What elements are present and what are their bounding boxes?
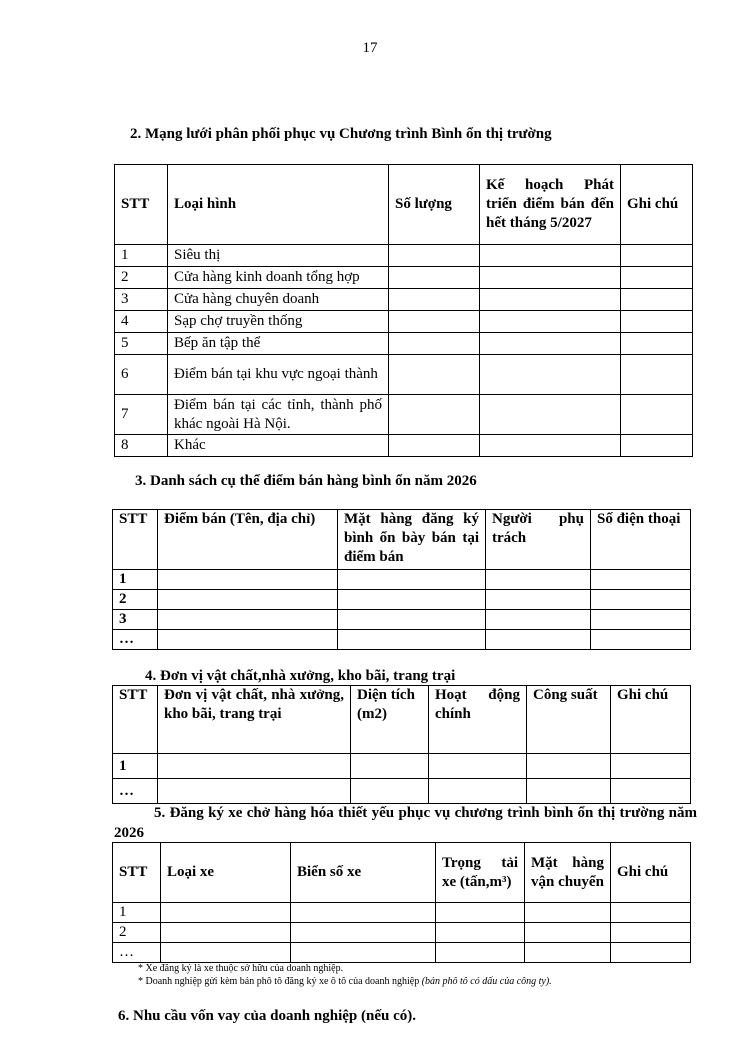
header-trong-tai: Trọng tải xe (tấn,m³) [436,843,525,903]
row-stt: 6 [115,355,168,395]
row-stt: 4 [115,311,168,333]
row-stt: 2 [113,590,158,610]
header-mat-hang: Mặt hàng đăng ký bình ổn bày bán tại điểm bán [338,510,486,570]
table-row [115,311,693,333]
row-type: Cửa hàng kinh doanh tổng hợp [168,267,389,289]
header-dien-tich: Diện tích (m2) [351,686,429,754]
header-ke-hoach: Kế hoạch Phát triển điểm bán đến hết tháng 5/2027 [480,165,621,245]
row-stt: 5 [115,333,168,355]
table-row [115,267,693,289]
table-row [115,245,693,267]
table-header-row [115,165,693,245]
row-stt: 1 [113,754,158,779]
table-row [113,590,691,610]
vehicle-note-2-main: * Doanh nghiệp gửi kèm bản phô tô đăng ký xe ô tô của doanh nghiệp [138,976,420,987]
table-row [115,333,693,355]
section-6-heading: 6. Nhu cầu vốn vay của doanh nghiệp (nếu có). [118,1008,416,1024]
row-stt: 2 [115,267,168,289]
table-row [113,630,691,650]
header-mat-hang-van-chuyen: Mặt hàng vận chuyển [525,843,611,903]
row-type: Siêu thị [168,245,389,267]
header-so-luong: Số lượng [389,165,480,245]
header-ghi-chu: Ghi chú [611,686,691,754]
vehicle-note-2-italic: (bản phô tô có dấu của công ty). [421,976,552,987]
table-row [115,355,693,395]
table-row [113,779,691,804]
vehicle-note-2 [138,975,552,988]
row-type: Sạp chợ truyền thống [168,311,389,333]
page-number: 17 [362,40,378,56]
header-ghi-chu: Ghi chú [621,165,693,245]
table-row [113,570,691,590]
table-row [115,289,693,311]
facilities-table [112,685,691,804]
row-type: Khác [168,435,389,457]
section-5-heading: 5. Đăng ký xe chở hàng hóa thiết yếu phục vụ chương trình bình ổn thị trường năm 2026 [114,805,697,841]
header-stt: STT [115,165,168,245]
distribution-network-table [114,164,693,457]
header-stt: STT [113,686,158,754]
row-type: Bếp ăn tập thể [168,333,389,355]
row-stt: 2 [113,923,161,943]
row-type: Điểm bán tại khu vực ngoại thành [168,355,389,395]
row-stt: … [113,943,161,963]
row-stt: 1 [113,570,158,590]
section-2-heading: 2. Mạng lưới phân phối phục vụ Chương trình Bình ổn thị trường [130,126,552,142]
table-row [115,435,693,457]
header-ghi-chu: Ghi chú [611,843,691,903]
row-stt: 3 [115,289,168,311]
table-row [113,923,691,943]
header-don-vi: Đơn vị vật chất, nhà xưởng, kho bãi, trang trại [158,686,351,754]
header-so-dien-thoai: Số điện thoại [591,510,691,570]
header-stt: STT [113,843,161,903]
header-nguoi-phu-trach: Người phụ trách [486,510,591,570]
vehicle-note-1: * Xe đăng ký là xe thuộc sở hữu của doanh nghiệp. [138,963,344,974]
header-cong-suat: Công suất [527,686,611,754]
row-stt: 1 [115,245,168,267]
table-header-row [113,843,691,903]
row-type: Điểm bán tại các tỉnh, thành phố khác ngoài Hà Nội. [168,395,389,435]
header-loai-hinh: Loại hình [168,165,389,245]
row-stt: 1 [113,903,161,923]
table-row [113,903,691,923]
vehicle-registration-table [112,842,691,963]
table-header-row [113,686,691,754]
row-stt: 8 [115,435,168,457]
row-stt: … [113,630,158,650]
header-stt: STT [113,510,158,570]
section-3-heading: 3. Danh sách cụ thể điểm bán hàng bình ổn năm 2026 [135,473,477,489]
table-row [115,395,693,435]
header-hoat-dong: Hoạt động chính [429,686,527,754]
header-bien-so: Biển số xe [291,843,436,903]
table-header-row [113,510,691,570]
table-row [113,610,691,630]
sales-points-table [112,509,691,650]
row-stt: 3 [113,610,158,630]
row-stt: … [113,779,158,804]
row-stt: 7 [115,395,168,435]
table-row [113,754,691,779]
header-loai-xe: Loại xe [161,843,291,903]
row-type: Cửa hàng chuyên doanh [168,289,389,311]
table-row [113,943,691,963]
section-4-heading: 4. Đơn vị vật chất,nhà xưởng, kho bãi, trang trại [145,668,456,684]
header-diem-ban: Điểm bán (Tên, địa chỉ) [158,510,338,570]
